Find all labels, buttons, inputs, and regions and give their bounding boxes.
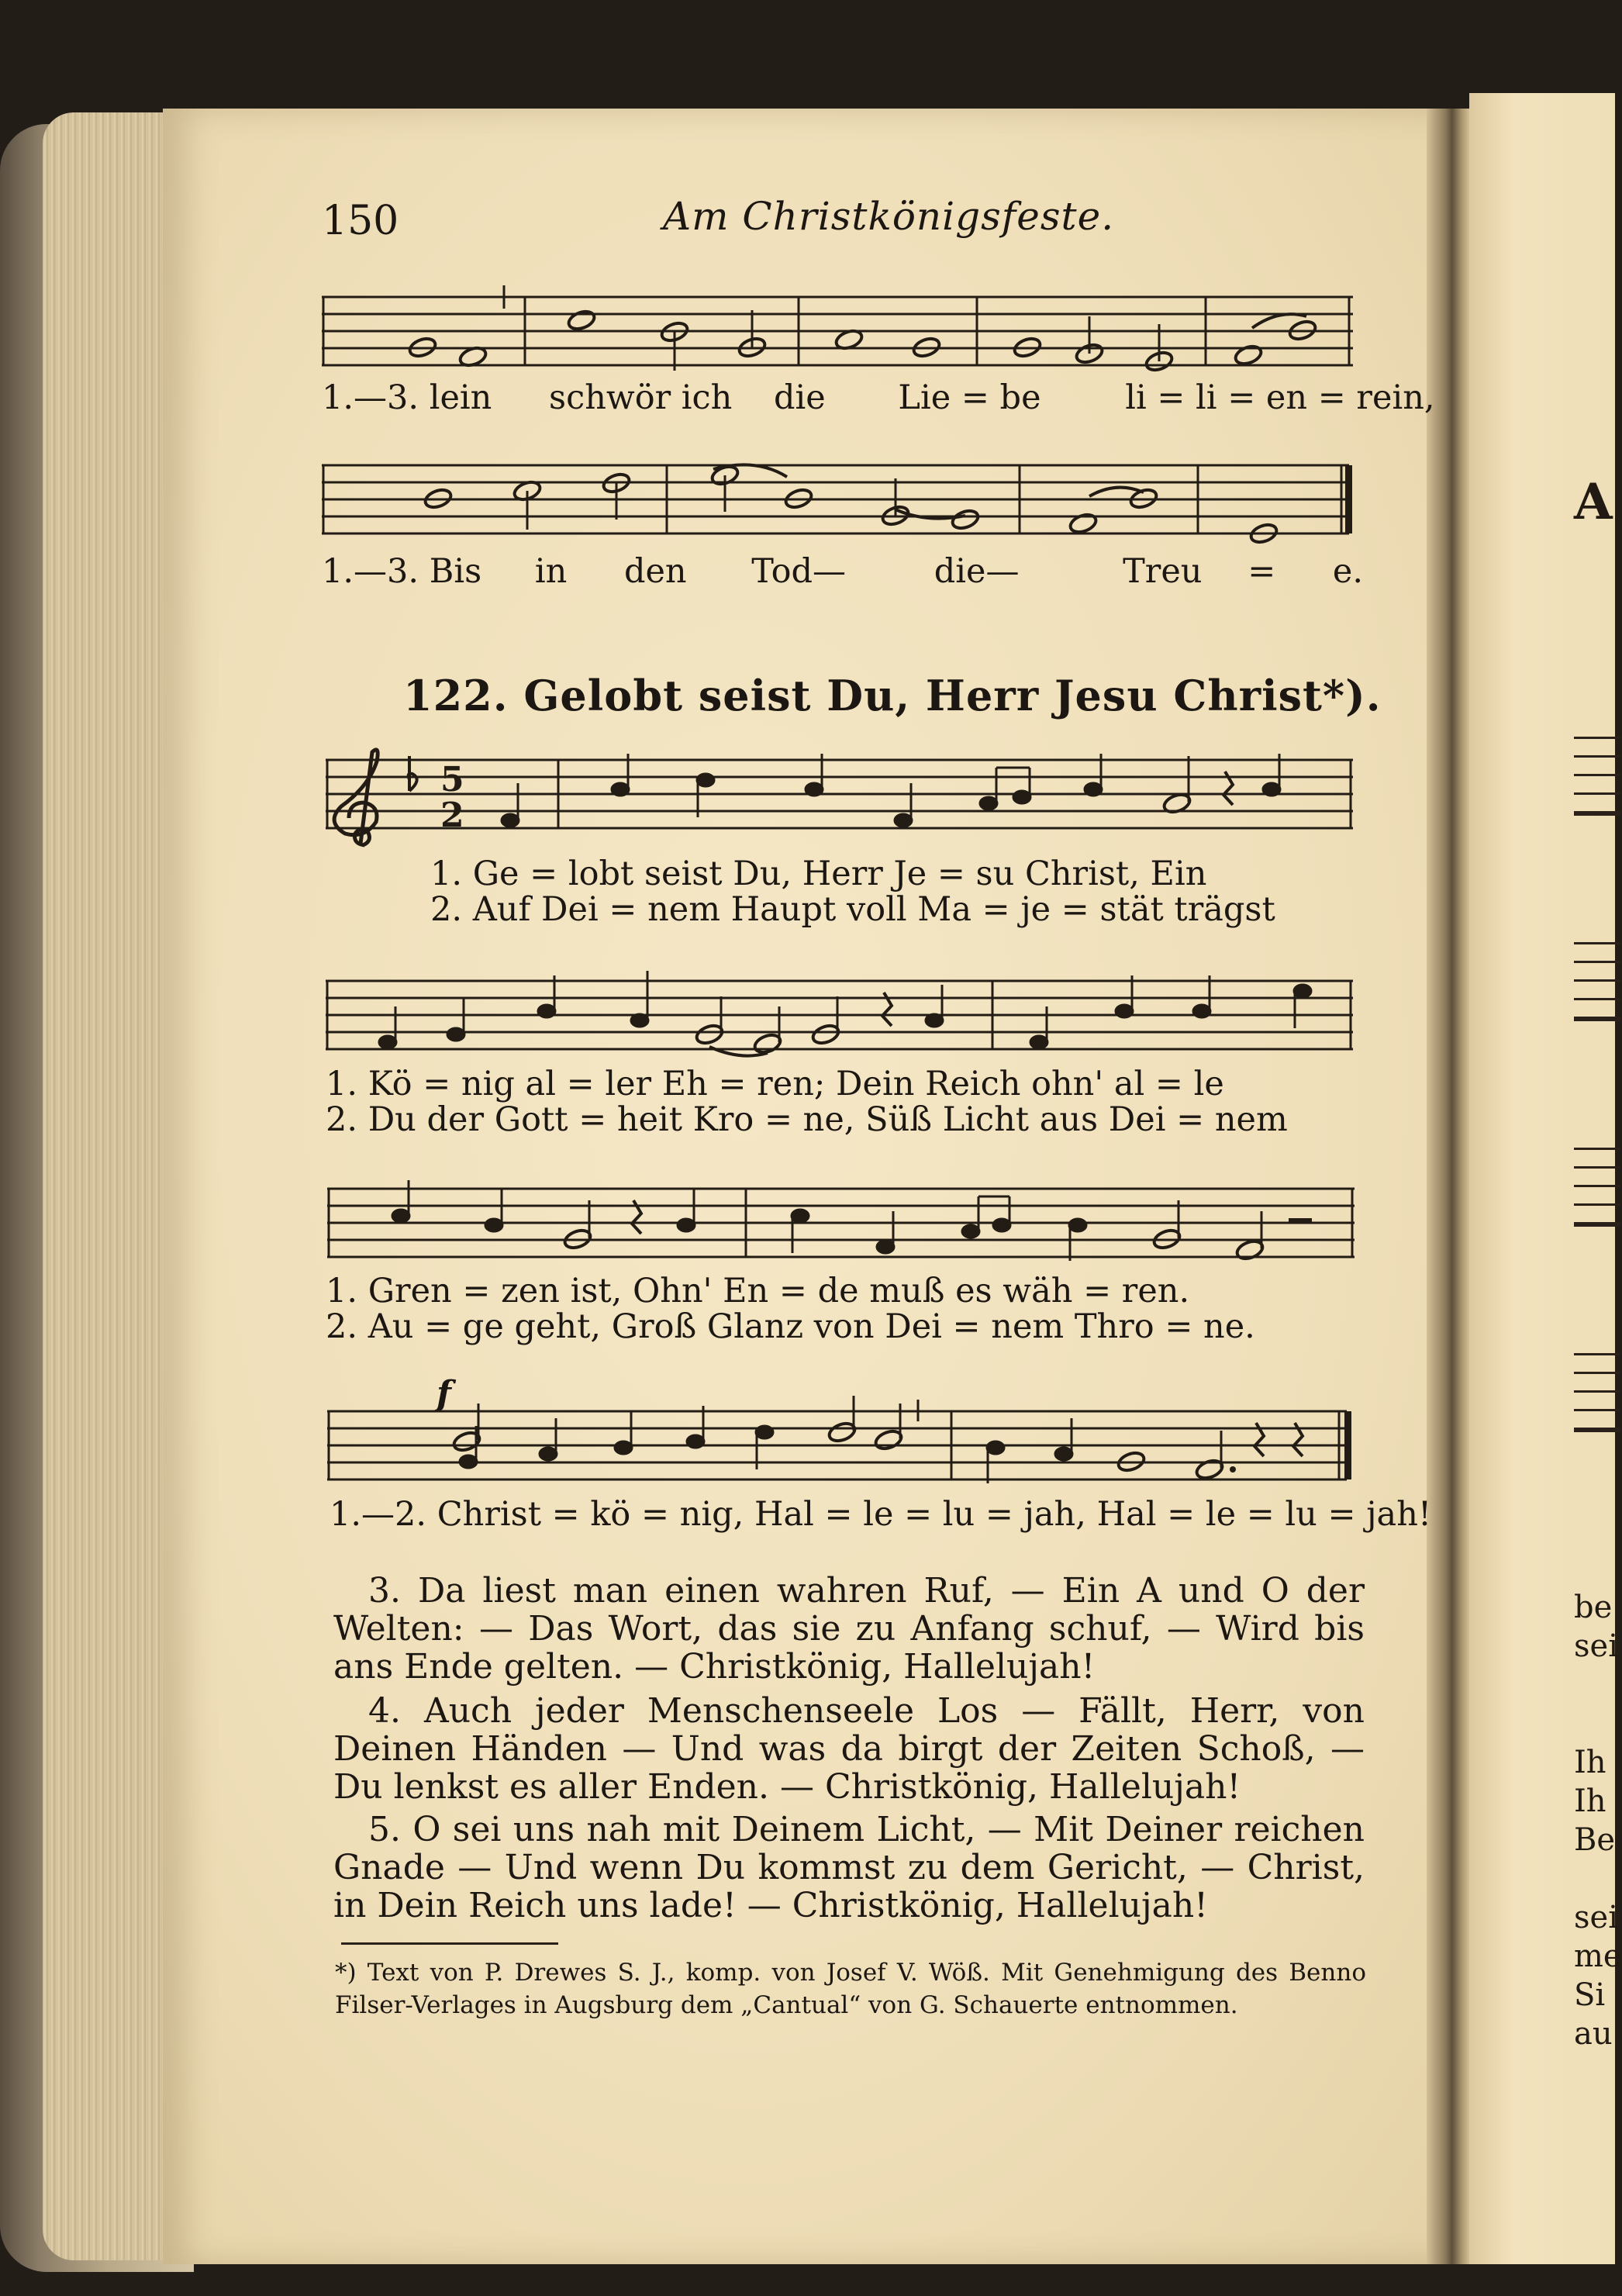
lyric-line-verse-1: 1. Ge = lobt seist Du, Herr Je = su Christ, Ein xyxy=(430,855,1207,893)
lyric-word: Treu xyxy=(1123,552,1203,591)
right-page-fragment xyxy=(1469,93,1622,2264)
lyric-word: e. xyxy=(1332,552,1364,591)
next-page-word: sei xyxy=(1574,1900,1618,1935)
stanza-text: 5. O sei uns nah mit Deinem Licht, — Mit Deiner reichen Gnade — Und wenn Du kommst zu dem Gericht, — Christ, in Dein Reich uns lade! — Christkönig, Hallelujah! xyxy=(333,1810,1365,1925)
next-page-word: Be xyxy=(1574,1822,1616,1858)
time-signature-top: 5 xyxy=(440,760,464,799)
footnote: *) Text von P. Drewes S. J., komp. von Josef V. Wöß. Mit Genehmigung des Benno Filser-Verlages in Augsburg dem „Cantual“ von G. Schauerte entnommen. xyxy=(335,1959,1366,2019)
music-staff xyxy=(326,752,1357,853)
next-page-staff xyxy=(1574,737,1620,816)
stanza-4 xyxy=(333,1692,1365,1806)
next-page-word: au xyxy=(1574,2016,1613,2052)
music-staff xyxy=(326,969,1357,1066)
lyric-line-refrain: 1.—2. Christ = kö = nig, Hal = le = lu = jah, Hal = le = lu = jah! xyxy=(330,1495,1432,1534)
lyric-word: 1.—3. lein xyxy=(322,378,492,417)
music-staff xyxy=(322,293,1353,371)
lyric-word: = xyxy=(1248,552,1276,591)
lyric-word: schwör ich xyxy=(549,378,733,417)
hymn-title: 122. Gelobt seist Du, Herr Jesu Christ*). xyxy=(403,671,1382,720)
page-number: 150 xyxy=(322,198,399,244)
next-page-letter: A xyxy=(1574,473,1613,531)
music-staff xyxy=(322,461,1353,539)
stanza-5 xyxy=(333,1811,1365,1925)
lyric-word: Lie = be xyxy=(898,378,1041,417)
lyric-word: Tod— xyxy=(751,552,847,591)
time-signature-bottom: 2 xyxy=(440,796,464,835)
music-staff xyxy=(327,1177,1358,1274)
next-page-word: be xyxy=(1574,1590,1613,1625)
lyric-line-verse-2: 2. Au = ge geht, Groß Glanz von Dei = nem Thro = ne. xyxy=(326,1307,1255,1346)
lyric-line-verse-1: 1. Gren = zen ist, Ohn' En = de muß es wäh = ren. xyxy=(326,1272,1190,1310)
dynamic-marking: f xyxy=(437,1374,451,1414)
lyric-line-verse-1: 1. Kö = nig al = ler Eh = ren; Dein Reich ohn' al = le xyxy=(326,1065,1224,1103)
lyric-word: in xyxy=(534,552,568,591)
running-head: Am Christkönigsfeste. xyxy=(663,194,1115,239)
stanza-text: 3. Da liest man einen wahren Ruf, — Ein A und O der Welten: — Das Wort, das sie zu Anfang schuf, — Wird bis ans Ende gelten. — Christkönig, Hallelujah! xyxy=(333,1571,1365,1687)
next-page-word: Ih xyxy=(1574,1745,1606,1780)
next-page-staff xyxy=(1574,1353,1620,1432)
lyric-word: li = li = en = rein, xyxy=(1125,378,1435,417)
next-page-staff xyxy=(1574,1148,1620,1227)
lyric-word: die xyxy=(774,378,826,417)
next-page-word: Ih xyxy=(1574,1783,1606,1819)
stanza-3 xyxy=(333,1572,1365,1686)
lyric-line-verse-2: 2. Du der Gott = heit Kro = ne, Süß Licht aus Dei = nem xyxy=(326,1100,1288,1139)
stanza-text: 4. Auch jeder Menschenseele Los — Fällt, Herr, von Deinen Händen — Und was da birgt der Zeiten Schoß, — Du lenkst es aller Enden. — Christkönig, Hallelujah! xyxy=(333,1691,1365,1807)
book-gutter xyxy=(1427,109,1473,2264)
lyric-line xyxy=(322,378,1435,417)
lyric-word: die— xyxy=(934,552,1020,591)
footnote-rule xyxy=(341,1942,558,1945)
lyric-word: 1.—3. Bis xyxy=(322,552,482,591)
next-page-word: sei xyxy=(1574,1628,1618,1664)
lyric-word: den xyxy=(623,552,687,591)
lyric-line xyxy=(322,552,1363,591)
next-page-word: me xyxy=(1574,1939,1622,1974)
next-page-staff xyxy=(1574,942,1620,1021)
lyric-line-verse-2: 2. Auf Dei = nem Haupt voll Ma = je = stät trägst xyxy=(430,890,1275,929)
music-staff xyxy=(327,1400,1358,1497)
next-page-word: Si xyxy=(1574,1977,1606,2013)
